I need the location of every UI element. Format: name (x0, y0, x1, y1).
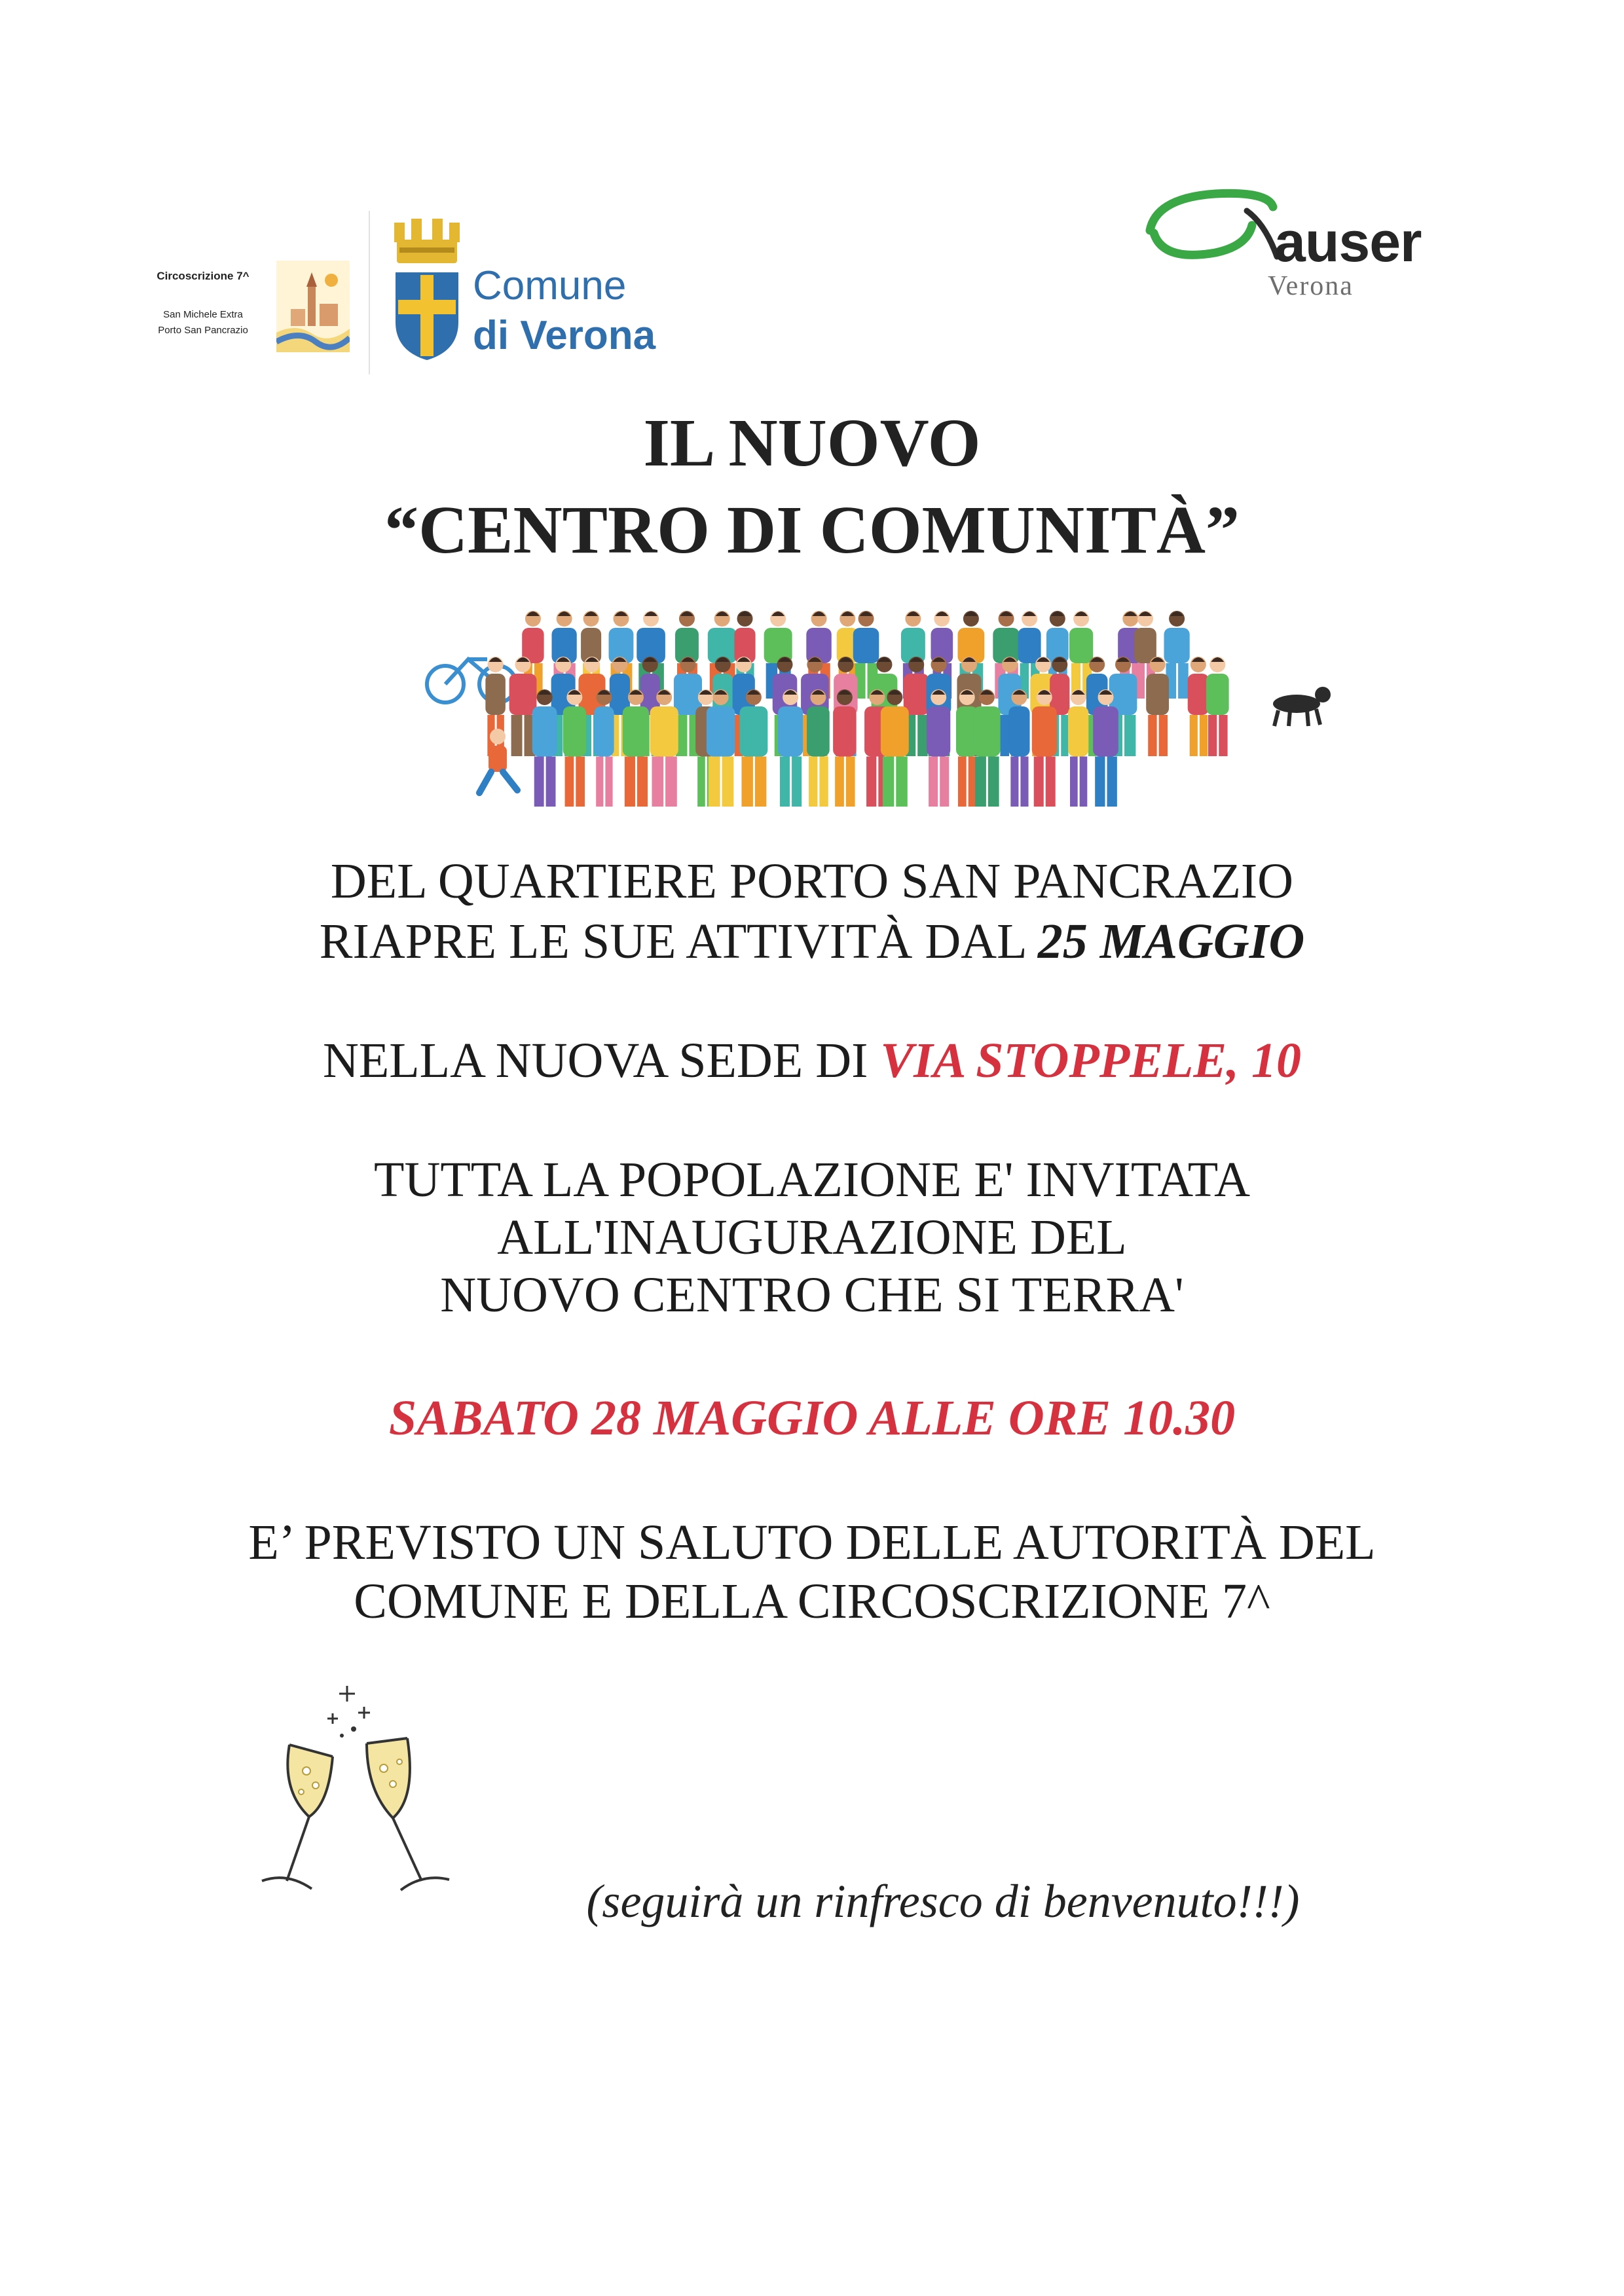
sede-address: VIA STOPPELE, 10 (880, 1033, 1302, 1088)
verona-crest-icon (390, 211, 464, 361)
dog-figure (1273, 687, 1331, 726)
auser-wordmark: auser (1274, 211, 1422, 274)
circoscrizione-title: Circoscrizione 7^ (157, 270, 249, 282)
crowd-person (1068, 689, 1088, 807)
circoscrizione-logo (131, 255, 354, 360)
comune-name-line-2: di Verona (473, 313, 656, 358)
crowd-person (623, 689, 649, 807)
quartiere-line: DEL QUARTIERE PORTO SAN PANCRAZIO (330, 854, 1294, 909)
crowd-person (1206, 657, 1229, 756)
saluto-line-2: COMUNE E DELLA CIRCOSCRIZIONE 7^ (354, 1574, 1270, 1629)
logo-divider (369, 211, 370, 374)
invito-line-2: ALL'INAUGURAZIONE DEL (497, 1210, 1127, 1265)
sede-text: NELLA NUOVA SEDE DI (322, 1033, 881, 1088)
invito-line-1: TUTTA LA POPOLAZIONE E' INVITATA (374, 1152, 1250, 1207)
crowd-person (973, 689, 1000, 807)
auser-swoosh-icon (1137, 185, 1281, 270)
crowd-person (881, 689, 909, 807)
closing-note: (seguirà un rinfresco di benvenuto!!!) (586, 1875, 1300, 1927)
crowd-illustration (419, 586, 1375, 809)
auser-logo (1137, 185, 1477, 309)
saluto-line-1: E’ PREVISTO UN SALUTO DELLE AUTORITÀ DEL (248, 1515, 1376, 1570)
river-town-icon (276, 261, 350, 352)
comune-name-line-1: Comune (473, 263, 627, 308)
crowd-person (707, 689, 735, 807)
riapertura-line (0, 914, 1624, 969)
invito-line-3: NUOVO CENTRO CHE SI TERRA' (440, 1267, 1184, 1322)
circoscrizione-subtitle-2: Porto San Pancrazio (158, 325, 248, 336)
riapertura-date: 25 MAGGIO (1037, 914, 1305, 969)
page-title-line-2: “CENTRO DI COMUNITÀ” (384, 492, 1240, 568)
event-datetime: SABATO 28 MAGGIO ALLE ORE 10.30 (388, 1391, 1236, 1446)
crowd-person (1188, 657, 1209, 756)
riapertura-text: RIAPRE LE SUE ATTIVITÀ DAL (319, 914, 1038, 969)
auser-city: Verona (1268, 271, 1354, 301)
circoscrizione-subtitle-1: San Michele Extra (163, 309, 243, 320)
champagne-glasses-icon (255, 1673, 465, 1902)
crowd-person (739, 689, 767, 807)
comune-di-verona-logo (390, 211, 698, 374)
page-title-line-1: IL NUOVO (643, 405, 981, 481)
sede-line (0, 1033, 1624, 1088)
crowd-person (650, 689, 678, 807)
